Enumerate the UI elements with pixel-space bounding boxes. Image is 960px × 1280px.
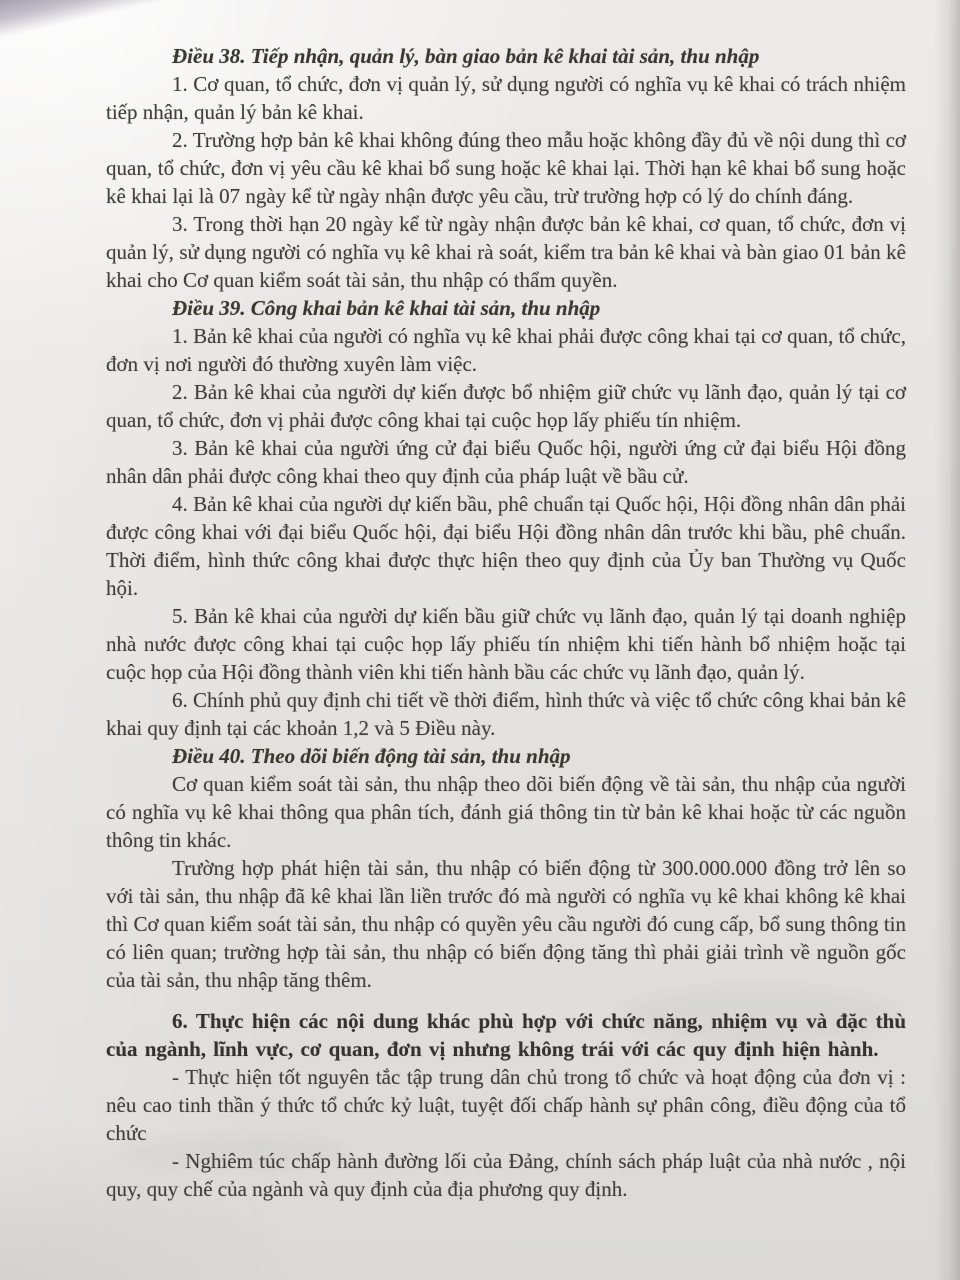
document-text xyxy=(106,42,906,1203)
article-38-clause-1: 1. Cơ quan, tổ chức, đơn vị quản lý, sử dụng người có nghĩa vụ kê khai có trách nhiệm tiếp nhận, quản lý bản kê khai. xyxy=(106,72,906,124)
article-39-heading: Điều 39. Công khai bản kê khai tài sản, thu nhập xyxy=(172,296,601,320)
article-39-clause-6: 6. Chính phủ quy định chi tiết về thời điểm, hình thức và việc tổ chức công khai bản kê khai quy định tại các khoản 1,2 và 5 Điều này. xyxy=(106,688,906,740)
article-38-clause-3: 3. Trong thời hạn 20 ngày kể từ ngày nhận được bản kê khai, cơ quan, tổ chức, đơn vị quản lý, sử dụng người có nghĩa vụ kê khai rà soát, kiểm tra bản kê khai và bàn giao 01 bản kê khai cho Cơ quan kiểm soát tài sản, thu nhập có thẩm quyền. xyxy=(106,212,906,292)
dash-paragraph-1: - Thực hiện tốt nguyên tắc tập trung dân chủ trong tổ chức và hoạt động của đơn vị : nêu cao tinh thần ý thức tổ chức kỷ luật, tuyệt đối chấp hành sự phân công, điều động của tổ chức xyxy=(106,1065,906,1145)
paper-edge-shadow xyxy=(934,0,960,1280)
article-40-paragraph-1: Cơ quan kiểm soát tài sản, thu nhập theo dõi biến động về tài sản, thu nhập của người có nghĩa vụ kê khai thông qua phân tích, đánh giá thông tin từ bản kê khai hoặc từ các nguồn thông tin khác. xyxy=(106,772,906,852)
page-corner-fold xyxy=(0,0,166,47)
article-38-clause-2: 2. Trường hợp bản kê khai không đúng theo mẫu hoặc không đầy đủ về nội dung thì cơ quan, tổ chức, đơn vị yêu cầu kê khai bổ sung hoặc kê khai lại. Thời hạn kê khai bổ sung hoặc kê khai lại là 07 ngày kể từ ngày nhận được yêu cầu, trừ trường hợp có lý do chính đáng. xyxy=(106,128,906,208)
article-39-clause-2: 2. Bản kê khai của người dự kiến được bổ nhiệm giữ chức vụ lãnh đạo, quản lý tại cơ quan, tổ chức, đơn vị phải được công khai tại cuộc họp lấy phiếu tín nhiệm. xyxy=(106,380,906,432)
section-6-bold-paragraph: 6. Thực hiện các nội dung khác phù hợp với chức năng, nhiệm vụ và đặc thù của ngành, lĩnh vực, cơ quan, đơn vị nhưng không trái với các quy định hiện hành. xyxy=(106,1009,906,1061)
dash-paragraph-2: - Nghiêm túc chấp hành đường lối của Đảng, chính sách pháp luật của nhà nước , nội quy, quy chế của ngành và quy định của địa phương quy định. xyxy=(106,1149,906,1201)
article-39-clause-5: 5. Bản kê khai của người dự kiến bầu giữ chức vụ lãnh đạo, quản lý tại doanh nghiệp nhà nước được công khai tại cuộc họp lấy phiếu tín nhiệm khi tiến hành bổ nhiệm hoặc tại cuộc họp của Hội đồng thành viên khi tiến hành bầu các chức vụ lãnh đạo, quản lý. xyxy=(106,604,906,684)
article-39-clause-1: 1. Bản kê khai của người có nghĩa vụ kê khai phải được công khai tại cơ quan, tổ chức, đơn vị nơi người đó thường xuyên làm việc. xyxy=(106,324,906,376)
article-40-paragraph-2: Trường hợp phát hiện tài sản, thu nhập có biến động từ 300.000.000 đồng trở lên so với tài sản, thu nhập đã kê khai lần liền trước đó mà người có nghĩa vụ kê khai không kê khai thì Cơ quan kiểm soát tài sản, thu nhập có quyền yêu cầu người đó cung cấp, bổ sung thông tin có liên quan; trường hợp tài sản, thu nhập có biến động tăng thì phải giải trình về nguồn gốc của tài sản, thu nhập tăng thêm. xyxy=(106,856,906,992)
article-39-clause-4: 4. Bản kê khai của người dự kiến bầu, phê chuẩn tại Quốc hội, Hội đồng nhân dân phải được công khai với đại biểu Quốc hội, đại biểu Hội đồng nhân dân trước khi bầu, phê chuẩn. Thời điểm, hình thức công khai được thực hiện theo quy định của Ủy ban Thường vụ Quốc hội. xyxy=(106,492,906,600)
article-38-heading: Điều 38. Tiếp nhận, quản lý, bàn giao bản kê khai tài sản, thu nhập xyxy=(172,44,760,68)
article-39-clause-3: 3. Bản kê khai của người ứng cử đại biểu Quốc hội, người ứng cử đại biểu Hội đồng nhân dân phải được công khai theo quy định của pháp luật về bầu cử. xyxy=(106,436,906,488)
article-40-heading: Điều 40. Theo dõi biến động tài sản, thu nhập xyxy=(172,744,571,768)
